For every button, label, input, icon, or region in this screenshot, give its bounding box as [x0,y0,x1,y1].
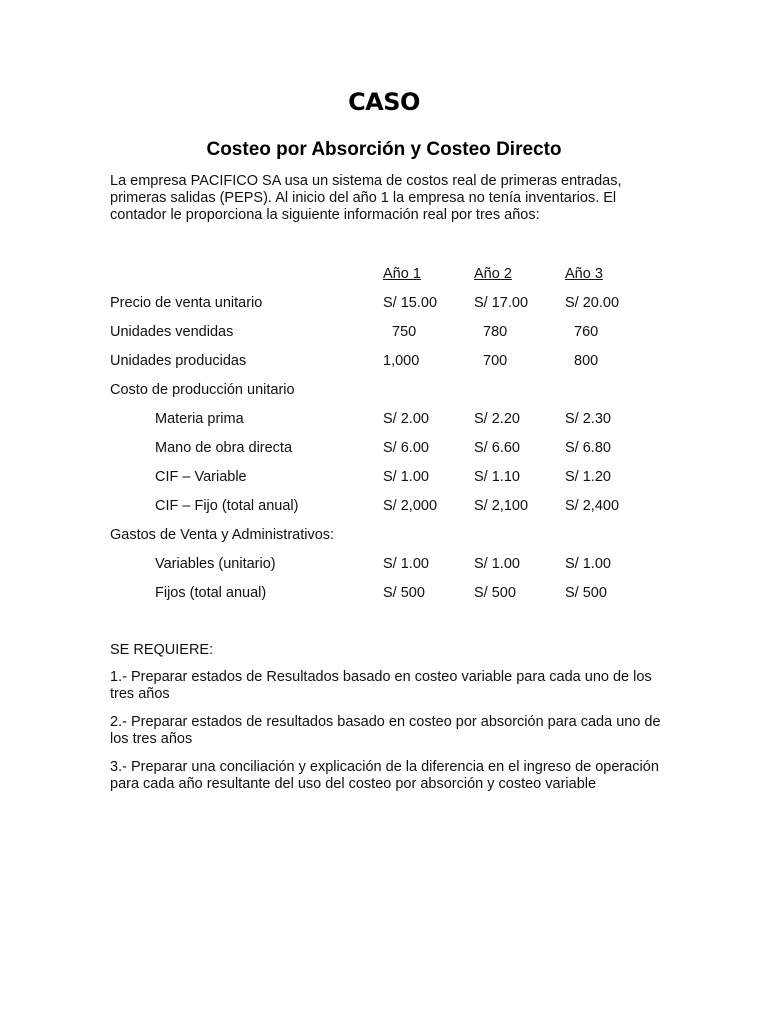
table-row-fixed-overhead [110,496,670,525]
cell-year-3: S/ 20.00 [565,295,620,311]
cell-year-1: S/ 1.00 [383,469,429,485]
row-label: Materia prima [155,411,244,427]
cell-year-1: S/ 500 [383,585,425,601]
cell-year-1: S/ 2.00 [383,411,429,427]
cell-year-2: S/ 2.20 [474,411,520,427]
cell-year-3: S/ 6.80 [565,440,611,456]
cell-year-1: S/ 1.00 [383,556,429,572]
table-row-unit-production-cost [110,380,670,409]
requirement-item: 3.- Preparar una conciliación y explicación de la diferencia en el ingreso de operación para cada año resultante del uso del costeo por absorción y costeo variable [110,759,659,792]
table-row-units-produced [110,351,670,380]
row-label: CIF – Fijo (total anual) [155,498,299,514]
table-row-sale-price [110,293,670,322]
cell-year-1: S/ 6.00 [383,440,429,456]
table-header-row [110,264,670,293]
document-subtitle: Costeo por Absorción y Costeo Directo [206,139,562,160]
cell-year-1: S/ 15.00 [383,295,438,311]
row-label: Unidades vendidas [110,324,234,340]
row-label: CIF – Variable [155,469,247,485]
table-row-variable-overhead [110,467,670,496]
column-header-year-2: Año 2 [474,266,512,282]
cell-year-2: S/ 1.00 [474,556,520,572]
cell-year-1: 750 [392,324,417,340]
cell-year-3: S/ 2,400 [565,498,620,514]
row-label: Precio de venta unitario [110,295,263,311]
cell-year-3: S/ 1.20 [565,469,611,485]
table-row-raw-material [110,409,670,438]
table-row-units-sold [110,322,670,351]
cell-year-1: 1,000 [383,353,420,369]
table-row-selling-admin-expenses [110,525,670,554]
column-header-year-1: Año 1 [383,266,421,282]
row-label: Mano de obra directa [155,440,293,456]
table-row-variable-expenses [110,554,670,583]
row-label: Fijos (total anual) [155,585,267,601]
row-label: Costo de producción unitario [110,382,295,398]
requirements-section [110,642,670,804]
cell-year-2: S/ 1.10 [474,469,520,485]
cell-year-2: 780 [483,324,508,340]
cell-year-1: S/ 2,000 [383,498,438,514]
cell-year-3: S/ 1.00 [565,556,611,572]
intro-paragraph: La empresa PACIFICO SA usa un sistema de costos real de primeras entradas, primeras salidas (PEPS). Al inicio del año 1 la empresa no tenía inventarios. El contador le proporciona la siguiente información real por tres años: [110,173,622,223]
table-row-direct-labor [110,438,670,467]
requirement-item: 2.- Preparar estados de resultados basado en costeo por absorción para cada uno de los tres años [110,714,661,747]
cell-year-2: S/ 6.60 [474,440,520,456]
row-label: Unidades producidas [110,353,247,369]
table-row-fixed-expenses [110,583,670,612]
cost-data-table [110,264,670,612]
row-label: Gastos de Venta y Administrativos: [110,527,335,543]
cell-year-3: 760 [574,324,599,340]
cell-year-2: S/ 500 [474,585,516,601]
column-header-year-3: Año 3 [565,266,603,282]
cell-year-2: S/ 2,100 [474,498,529,514]
requirements-heading: SE REQUIERE: [110,642,214,658]
document-title: CASO [348,88,420,116]
row-label: Variables (unitario) [155,556,276,572]
requirement-item: 1.- Preparar estados de Resultados basado en costeo variable para cada uno de los tres años [110,669,652,702]
cell-year-3: 800 [574,353,599,369]
cell-year-2: 700 [483,353,508,369]
cell-year-3: S/ 500 [565,585,607,601]
cell-year-3: S/ 2.30 [565,411,611,427]
cell-year-2: S/ 17.00 [474,295,529,311]
